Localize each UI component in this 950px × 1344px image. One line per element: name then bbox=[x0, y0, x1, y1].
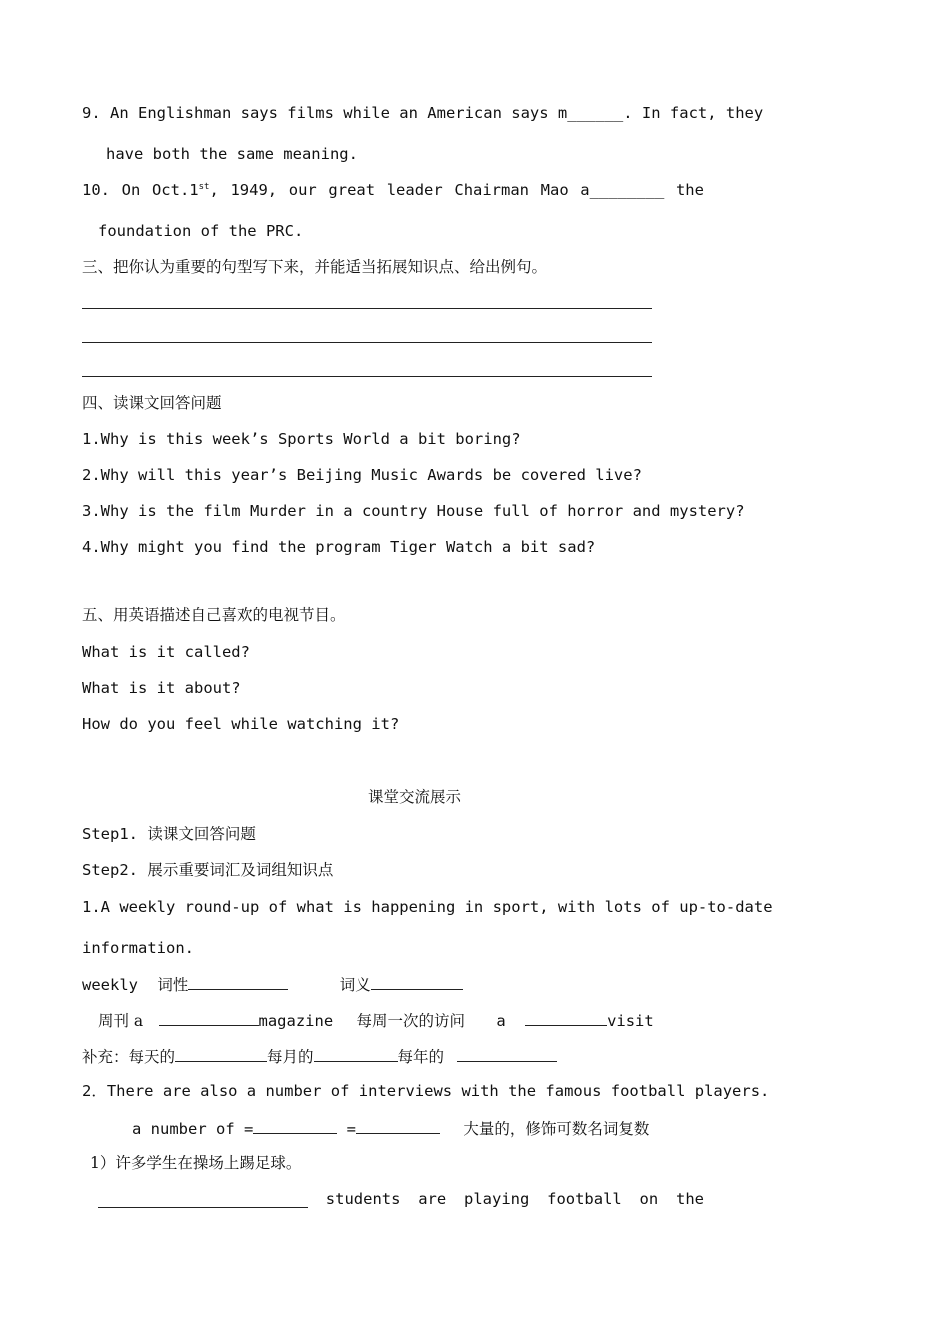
answer-line-1[interactable] bbox=[82, 308, 652, 309]
example-word: playing bbox=[464, 1190, 530, 1208]
pos-blank[interactable] bbox=[188, 973, 288, 990]
q10-date: Oct.1st, bbox=[151, 181, 219, 199]
weekly-label: weekly bbox=[82, 976, 138, 994]
question-9-line2: have both the same meaning. bbox=[106, 145, 358, 163]
reading-question: 2.Why will this year’s Beijing Music Awards be covered live? bbox=[82, 466, 642, 484]
step1: Step1. 读课文回答问题 bbox=[82, 825, 256, 843]
reading-question: 1.Why is this week’s Sports World a bit boring? bbox=[82, 430, 521, 448]
q10-word: leader bbox=[386, 181, 443, 199]
q10-number: 10. bbox=[82, 181, 110, 199]
magazine-word: magazine bbox=[258, 1012, 334, 1030]
q10-word: Mao bbox=[540, 181, 569, 199]
item2: 2．There are also a number of interviews with the famous football players. bbox=[82, 1082, 770, 1100]
tv-prompt: How do you feel while watching it? bbox=[82, 715, 400, 733]
q10-blank[interactable]: a________ bbox=[580, 181, 665, 199]
q10-word: On bbox=[121, 181, 141, 199]
section4-heading: 四、读课文回答问题 bbox=[82, 394, 222, 412]
visit-word: visit bbox=[607, 1012, 654, 1030]
daily-label: 补充：每天的 bbox=[82, 1048, 176, 1066]
zhoukan-label: 周刊 a bbox=[98, 1012, 144, 1030]
pos-label: 词性 bbox=[157, 976, 189, 994]
meaning-label: 词义 bbox=[339, 976, 371, 994]
tv-prompt: What is it called? bbox=[82, 643, 250, 661]
monthly-blank[interactable] bbox=[314, 1045, 398, 1062]
synonym-blank-1[interactable] bbox=[253, 1117, 337, 1134]
example-word: football bbox=[547, 1190, 622, 1208]
q10-word: Chairman bbox=[454, 181, 530, 199]
anumber-row bbox=[132, 1117, 649, 1139]
reading-question: 3.Why is the film Murder in a country House full of horror and mystery? bbox=[82, 502, 745, 520]
answer-line-3[interactable] bbox=[82, 376, 652, 377]
monthly-label: 每月的 bbox=[267, 1048, 314, 1066]
example-word: students bbox=[325, 1190, 401, 1208]
weekly-row bbox=[82, 973, 463, 995]
supplement-row bbox=[82, 1045, 557, 1067]
meaning-blank[interactable] bbox=[371, 973, 463, 990]
example-1-blank[interactable] bbox=[98, 1189, 308, 1208]
section3-heading: 三、把你认为重要的句型写下来，并能适当拓展知识点、给出例句。 bbox=[82, 258, 548, 276]
tv-prompt: What is it about? bbox=[82, 679, 241, 697]
example-word: on bbox=[639, 1190, 659, 1208]
visit-blank[interactable] bbox=[525, 1009, 607, 1026]
yearly-label: 每年的 bbox=[397, 1048, 445, 1066]
q10-word: 1949, bbox=[230, 181, 278, 199]
example-1: 1）许多学生在操场上踢足球。 bbox=[90, 1154, 302, 1172]
question-10-line2: foundation of the PRC. bbox=[98, 222, 304, 240]
example-word: are bbox=[418, 1190, 447, 1208]
example-1-answer bbox=[98, 1189, 704, 1209]
synonym-blank-2[interactable] bbox=[356, 1117, 440, 1134]
answer-line-2[interactable] bbox=[82, 342, 652, 343]
weekly-visit-label: 每周一次的访问 bbox=[356, 1012, 466, 1030]
question-10-line1 bbox=[82, 180, 704, 200]
q10-word: great bbox=[328, 181, 376, 199]
equals-sign: = bbox=[346, 1120, 357, 1138]
question-9-line1: 9. An Englishman says films while an American says m______. In fact, they bbox=[82, 104, 764, 122]
anumber-label: a number of = bbox=[132, 1120, 254, 1138]
magazine-blank[interactable] bbox=[159, 1009, 259, 1026]
item1-line1: 1.A weekly round-up of what is happening in sport, with lots of up-to-date bbox=[82, 898, 773, 916]
section5-heading: 五、用英语描述自己喜欢的电视节目。 bbox=[82, 606, 346, 624]
classroom-title: 课堂交流展示 bbox=[368, 788, 462, 806]
item1-line2: information. bbox=[82, 939, 194, 957]
magazine-row bbox=[98, 1009, 654, 1031]
a-label: a bbox=[496, 1012, 506, 1030]
daily-blank[interactable] bbox=[175, 1045, 267, 1062]
reading-question: 4.Why might you find the program Tiger Watch a bit sad? bbox=[82, 538, 596, 556]
q10-word: our bbox=[288, 181, 317, 199]
yearly-blank[interactable] bbox=[457, 1045, 557, 1062]
anumber-meaning: 大量的，修饰可数名词复数 bbox=[463, 1120, 650, 1138]
q10-word: the bbox=[675, 181, 704, 199]
step2: Step2. 展示重要词汇及词组知识点 bbox=[82, 861, 334, 879]
example-word: the bbox=[676, 1190, 704, 1208]
